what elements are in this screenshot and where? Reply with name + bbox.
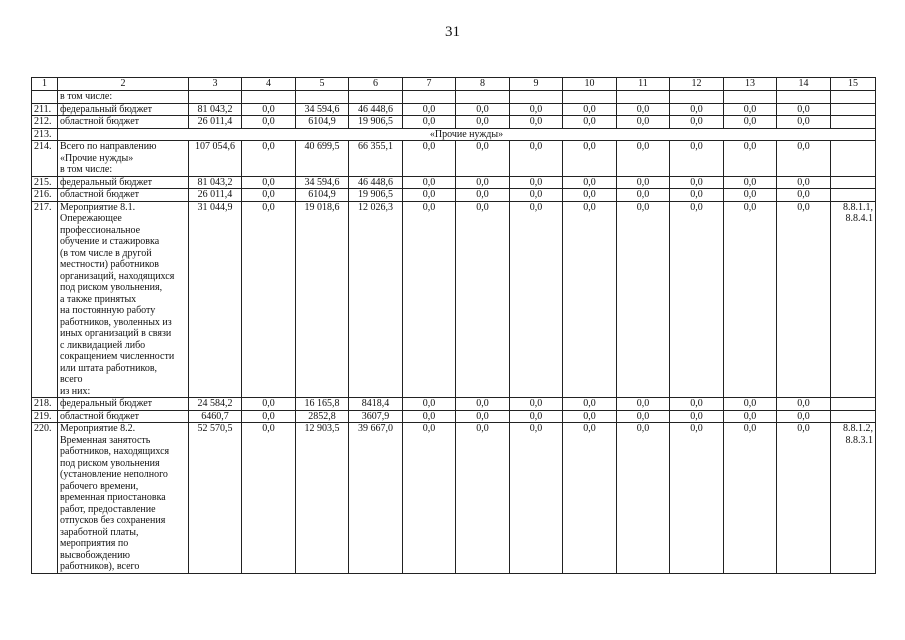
table-row: [32, 176, 876, 189]
value-cell: 0,0: [670, 176, 724, 189]
value-cell: 0,0: [403, 201, 456, 398]
value-cell: 0,0: [242, 103, 296, 116]
value-cell: 39 667,0: [349, 423, 403, 574]
value-cell: 0,0: [670, 103, 724, 116]
value-cell: 0,0: [724, 189, 777, 202]
value-cell: 19 018,6: [296, 201, 349, 398]
reference-cell: 8.8.1.2, 8.8.3.1: [831, 423, 876, 574]
value-cell: 0,0: [563, 423, 617, 574]
value-cell: 0,0: [456, 423, 510, 574]
budget-table: [31, 77, 876, 574]
value-cell: [617, 91, 670, 104]
value-cell: 0,0: [777, 176, 831, 189]
table-row: [32, 141, 876, 177]
reference-cell: [831, 176, 876, 189]
page-number: 31: [445, 24, 460, 40]
column-header: 4: [242, 78, 296, 91]
column-header: 14: [777, 78, 831, 91]
value-cell: 0,0: [617, 410, 670, 423]
value-cell: 0,0: [242, 141, 296, 177]
row-description: областной бюджет: [58, 116, 189, 129]
table-row: [32, 91, 876, 104]
value-cell: 0,0: [456, 116, 510, 129]
column-header: 9: [510, 78, 563, 91]
value-cell: 0,0: [510, 410, 563, 423]
value-cell: 0,0: [724, 103, 777, 116]
row-number: 220.: [32, 423, 58, 574]
value-cell: 0,0: [724, 141, 777, 177]
value-cell: 0,0: [617, 141, 670, 177]
row-number: 215.: [32, 176, 58, 189]
reference-cell: [831, 189, 876, 202]
row-description: федеральный бюджет: [58, 176, 189, 189]
value-cell: 3607,9: [349, 410, 403, 423]
value-cell: 0,0: [777, 201, 831, 398]
value-cell: 0,0: [670, 423, 724, 574]
value-cell: 81 043,2: [189, 176, 242, 189]
value-cell: 0,0: [563, 189, 617, 202]
value-cell: 0,0: [403, 398, 456, 411]
value-cell: 0,0: [403, 116, 456, 129]
reference-cell: [831, 116, 876, 129]
column-header-row: [32, 78, 876, 91]
value-cell: 31 044,9: [189, 201, 242, 398]
value-cell: [777, 91, 831, 104]
row-number: 217.: [32, 201, 58, 398]
value-cell: 0,0: [777, 410, 831, 423]
value-cell: 8418,4: [349, 398, 403, 411]
value-cell: 0,0: [242, 398, 296, 411]
value-cell: 6104,9: [296, 189, 349, 202]
value-cell: 24 584,2: [189, 398, 242, 411]
reference-cell: [831, 410, 876, 423]
row-description: Всего по направлению «Прочие нужды» в том числе:: [58, 141, 189, 177]
reference-cell: 8.8.1.1, 8.8.4.1: [831, 201, 876, 398]
value-cell: 26 011,4: [189, 116, 242, 129]
row-number: 214.: [32, 141, 58, 177]
value-cell: 0,0: [403, 189, 456, 202]
reference-cell: [831, 141, 876, 177]
column-header: 3: [189, 78, 242, 91]
value-cell: 0,0: [777, 141, 831, 177]
value-cell: 0,0: [510, 189, 563, 202]
value-cell: 0,0: [510, 201, 563, 398]
section-heading: «Прочие нужды»: [58, 128, 876, 141]
value-cell: 0,0: [670, 189, 724, 202]
row-description: федеральный бюджет: [58, 103, 189, 116]
column-header: 15: [831, 78, 876, 91]
value-cell: [349, 91, 403, 104]
value-cell: 46 448,6: [349, 103, 403, 116]
value-cell: [242, 91, 296, 104]
value-cell: 46 448,6: [349, 176, 403, 189]
value-cell: 0,0: [510, 423, 563, 574]
value-cell: 0,0: [617, 189, 670, 202]
value-cell: 0,0: [242, 423, 296, 574]
value-cell: 0,0: [670, 141, 724, 177]
value-cell: 0,0: [777, 103, 831, 116]
value-cell: 6104,9: [296, 116, 349, 129]
value-cell: [189, 91, 242, 104]
value-cell: 0,0: [403, 410, 456, 423]
value-cell: 0,0: [670, 201, 724, 398]
column-header: 5: [296, 78, 349, 91]
value-cell: 0,0: [563, 201, 617, 398]
row-number: 213.: [32, 128, 58, 141]
value-cell: 0,0: [724, 201, 777, 398]
column-header: 10: [563, 78, 617, 91]
value-cell: 0,0: [670, 410, 724, 423]
row-number: 212.: [32, 116, 58, 129]
value-cell: 40 699,5: [296, 141, 349, 177]
value-cell: 0,0: [510, 176, 563, 189]
value-cell: 81 043,2: [189, 103, 242, 116]
value-cell: 19 906,5: [349, 116, 403, 129]
value-cell: 0,0: [617, 103, 670, 116]
value-cell: 0,0: [403, 103, 456, 116]
value-cell: 0,0: [456, 176, 510, 189]
column-header: 1: [32, 78, 58, 91]
table-row: [32, 128, 876, 141]
value-cell: 0,0: [724, 423, 777, 574]
value-cell: 0,0: [777, 116, 831, 129]
table-row: [32, 398, 876, 411]
row-description: в том числе:: [58, 91, 189, 104]
row-number: 218.: [32, 398, 58, 411]
value-cell: 26 011,4: [189, 189, 242, 202]
column-header: 8: [456, 78, 510, 91]
value-cell: 0,0: [242, 410, 296, 423]
value-cell: 0,0: [563, 141, 617, 177]
value-cell: 0,0: [617, 398, 670, 411]
value-cell: 0,0: [617, 116, 670, 129]
value-cell: [563, 91, 617, 104]
value-cell: 12 026,3: [349, 201, 403, 398]
table-row: [32, 201, 876, 398]
value-cell: 0,0: [403, 423, 456, 574]
value-cell: 16 165,8: [296, 398, 349, 411]
table-row: [32, 189, 876, 202]
value-cell: 0,0: [617, 201, 670, 398]
value-cell: [296, 91, 349, 104]
value-cell: 0,0: [724, 410, 777, 423]
value-cell: 66 355,1: [349, 141, 403, 177]
value-cell: 0,0: [242, 116, 296, 129]
table-row: [32, 423, 876, 574]
reference-cell: [831, 398, 876, 411]
value-cell: 0,0: [456, 410, 510, 423]
value-cell: 0,0: [724, 398, 777, 411]
value-cell: 0,0: [456, 189, 510, 202]
column-header: 13: [724, 78, 777, 91]
column-header: 2: [58, 78, 189, 91]
row-number: 216.: [32, 189, 58, 202]
value-cell: [456, 91, 510, 104]
value-cell: 107 054,6: [189, 141, 242, 177]
value-cell: [510, 91, 563, 104]
value-cell: 0,0: [563, 176, 617, 189]
value-cell: 34 594,6: [296, 103, 349, 116]
row-number: 219.: [32, 410, 58, 423]
value-cell: [403, 91, 456, 104]
table-row: [32, 410, 876, 423]
table-row: [32, 103, 876, 116]
row-description: областной бюджет: [58, 410, 189, 423]
reference-cell: [831, 103, 876, 116]
reference-cell: [831, 91, 876, 104]
value-cell: 0,0: [563, 410, 617, 423]
value-cell: 0,0: [403, 176, 456, 189]
value-cell: 0,0: [510, 116, 563, 129]
row-description: областной бюджет: [58, 189, 189, 202]
value-cell: 0,0: [510, 141, 563, 177]
value-cell: 0,0: [563, 116, 617, 129]
column-header: 6: [349, 78, 403, 91]
value-cell: 0,0: [670, 116, 724, 129]
value-cell: [670, 91, 724, 104]
value-cell: 0,0: [510, 398, 563, 411]
value-cell: 0,0: [617, 176, 670, 189]
value-cell: 0,0: [563, 398, 617, 411]
value-cell: 12 903,5: [296, 423, 349, 574]
row-description: федеральный бюджет: [58, 398, 189, 411]
value-cell: 34 594,6: [296, 176, 349, 189]
value-cell: 0,0: [456, 103, 510, 116]
column-header: 11: [617, 78, 670, 91]
value-cell: 0,0: [670, 398, 724, 411]
value-cell: 52 570,5: [189, 423, 242, 574]
value-cell: 19 906,5: [349, 189, 403, 202]
row-description: Мероприятие 8.1. Опережающее профессиональное обучение и стажировка (в том числе в другой местности) работников организаций, находящихся под риском увольнения, а также принятых на постоянную работу работников, уволенных из иных организаций в связи с ликвидацией либо сокращением численности или штата работников, всего из них:: [58, 201, 189, 398]
value-cell: 0,0: [777, 398, 831, 411]
value-cell: 0,0: [242, 176, 296, 189]
value-cell: 0,0: [403, 141, 456, 177]
value-cell: 0,0: [617, 423, 670, 574]
value-cell: 0,0: [456, 398, 510, 411]
value-cell: 0,0: [456, 141, 510, 177]
value-cell: 0,0: [777, 189, 831, 202]
value-cell: 0,0: [724, 176, 777, 189]
value-cell: 0,0: [242, 201, 296, 398]
table-row: [32, 116, 876, 129]
column-header: 12: [670, 78, 724, 91]
value-cell: 2852,8: [296, 410, 349, 423]
value-cell: 6460,7: [189, 410, 242, 423]
value-cell: [724, 91, 777, 104]
column-header: 7: [403, 78, 456, 91]
row-description: Мероприятие 8.2. Временная занятость работников, находящихся под риском увольнения (установление неполного рабочего времени, временная приостановка работ, предоставление отпусков без сохранения заработной платы, мероприятия по высвобождению работников), всего: [58, 423, 189, 574]
value-cell: 0,0: [777, 423, 831, 574]
value-cell: 0,0: [563, 103, 617, 116]
value-cell: 0,0: [724, 116, 777, 129]
value-cell: 0,0: [510, 103, 563, 116]
value-cell: 0,0: [456, 201, 510, 398]
row-number: 211.: [32, 103, 58, 116]
row-number: [32, 91, 58, 104]
value-cell: 0,0: [242, 189, 296, 202]
